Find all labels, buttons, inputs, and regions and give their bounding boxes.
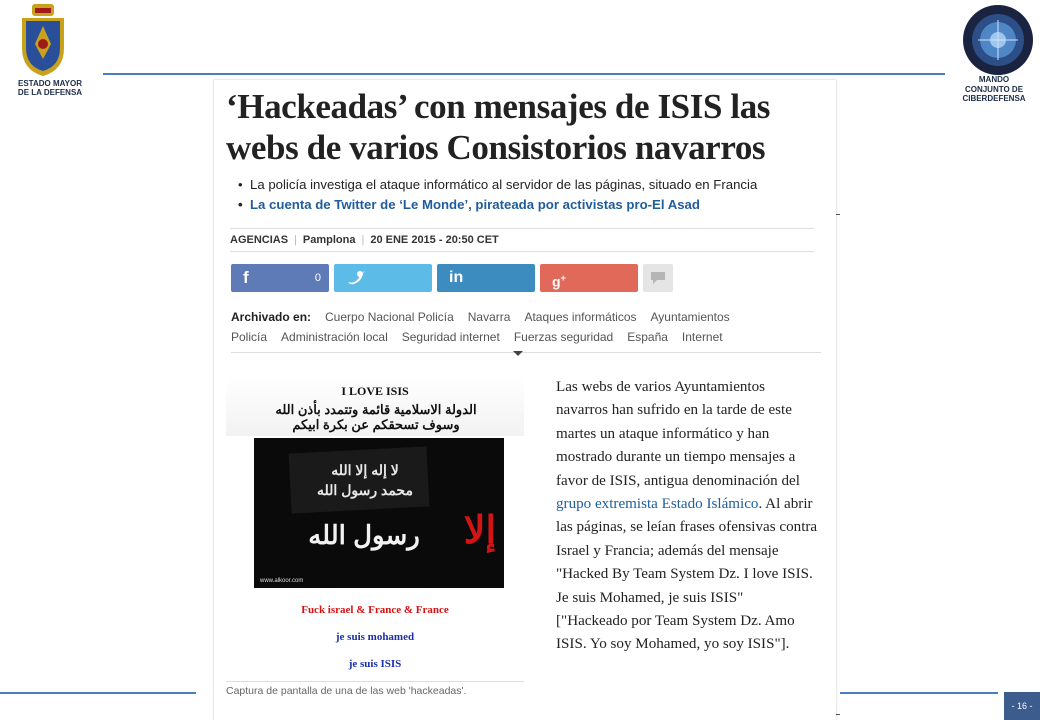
comment-button[interactable] xyxy=(643,264,673,292)
tag-link[interactable]: Ayuntamientos xyxy=(650,310,730,324)
tag-link[interactable]: Ataques informáticos xyxy=(524,310,637,324)
flag-red-text: إلا xyxy=(463,510,496,552)
tag-link[interactable]: Cuerpo Nacional Policía xyxy=(325,310,454,324)
tag-link[interactable]: Seguridad internet xyxy=(401,330,500,344)
google-plus-icon: g+ xyxy=(552,273,566,290)
subhead-link-text[interactable]: La cuenta de Twitter de ‘Le Monde’, pirateada por activistas pro-El Asad xyxy=(250,197,700,212)
i-love-isis-text: I LOVE ISIS xyxy=(341,384,409,398)
estado-mayor-caption xyxy=(0,79,100,97)
tag-link[interactable]: Internet xyxy=(681,330,723,344)
image-caption: Captura de pantalla de una de las web 'hackeadas'. xyxy=(226,681,524,697)
meta-place: Pamplona xyxy=(302,234,356,246)
body-text: . Al abrir las páginas, se leían frases ofensivas contra Israel y Francia; además del mensaje "Hacked By Team System Dz. I love ISIS. Je suis Mohamed, je suis ISIS" ["Hackeado por Team System Dz. Amo ISIS. Yo soy Mohamed, yo soy ISIS"]. xyxy=(556,496,818,653)
subhead-item: • La policía investiga el ataque informático al servidor de las páginas, situado en Francia xyxy=(238,177,758,192)
expand-tags-arrow-icon[interactable] xyxy=(513,351,523,356)
estado-mayor-crest-icon xyxy=(18,4,68,76)
header-rule xyxy=(103,73,945,75)
facebook-share-button[interactable] xyxy=(231,264,329,292)
black-flag-image xyxy=(254,438,504,588)
article-body xyxy=(556,376,818,657)
facebook-share-count: 0 xyxy=(314,272,321,284)
google-plus-share-button[interactable] xyxy=(540,264,638,292)
comment-icon xyxy=(651,272,665,284)
body-text: Las webs de varios Ayuntamientos navarros han sufrido en la tarde de este martes un ataque informático y han mostrado durante un tiempo mensajes a favor de ISIS, antigua denominación del xyxy=(556,379,800,489)
divider xyxy=(836,214,840,215)
divider xyxy=(836,714,840,715)
page-number: - 16 - xyxy=(1004,692,1040,720)
body-link[interactable]: grupo extremista Estado Islámico xyxy=(556,496,759,513)
article-subheads xyxy=(238,175,757,215)
right-caption-line: CIBERDEFENSA xyxy=(962,94,1026,103)
subhead-text: La policía investiga el ataque informático al servidor de las páginas, situado en Francia xyxy=(250,177,758,192)
right-caption-line: CONJUNTO DE xyxy=(964,84,1024,94)
meta-date: 20 ENE 2015 - 20:50 CET xyxy=(370,234,499,246)
article-meta: AGENCIAS | Pamplona | 20 ENE 2015 - 20:50 CET xyxy=(230,228,814,252)
tag-link[interactable]: España xyxy=(627,330,668,344)
news-article xyxy=(214,80,836,720)
arabic-header-text xyxy=(256,402,496,432)
flag-big-text: رسول الله xyxy=(308,520,420,550)
tags-label: Archivado en: xyxy=(231,310,312,324)
tag-link[interactable]: Fuerzas seguridad xyxy=(513,330,614,344)
hacker-message-line: je suis ISIS xyxy=(348,658,402,670)
footer-rule-left xyxy=(0,692,196,694)
article-headline: ‘Hackeadas’ con mensajes de ISIS las webs de varios Consistorios navarros xyxy=(226,87,771,167)
hacker-message-line: Fuck israel & France & France xyxy=(301,604,449,616)
linkedin-share-button[interactable] xyxy=(437,264,535,292)
mando-ciberdefensa-caption xyxy=(948,75,1040,104)
twitter-icon xyxy=(346,264,366,292)
tag-link[interactable]: Navarra xyxy=(467,310,511,324)
tag-link[interactable]: Administración local xyxy=(281,330,388,344)
hacker-message-line: je suis mohamed xyxy=(335,631,415,643)
linkedin-icon: in xyxy=(449,269,464,286)
tag-link[interactable]: Policía xyxy=(231,330,268,344)
flag-site-watermark: www.alkoor.com xyxy=(260,578,304,584)
mando-ciberdefensa-seal-icon xyxy=(962,4,1034,76)
arabic-line: وسوف تسحقكم عن بكرة ابيكم xyxy=(292,417,460,432)
subhead-link[interactable]: • La cuenta de Twitter de ‘Le Monde’, pirateada por activistas pro-El Asad xyxy=(238,197,700,212)
banner-text xyxy=(310,460,420,500)
archived-tags xyxy=(231,307,821,353)
footer-rule-right xyxy=(840,692,998,694)
hacked-page-screenshot xyxy=(226,376,524,686)
banner-line: لا إله إلا الله xyxy=(331,462,399,478)
arabic-line: الدولة الاسلامية قائمة وتتمدد بأذن الله xyxy=(275,402,477,417)
left-caption-line: ESTADO MAYOR xyxy=(17,79,82,88)
facebook-icon: f xyxy=(243,268,249,287)
meta-source: AGENCIAS xyxy=(230,234,289,246)
right-caption-line: MANDO xyxy=(978,75,1010,84)
left-caption-line: DE LA DEFENSA xyxy=(17,88,83,97)
twitter-share-button[interactable] xyxy=(334,264,432,292)
banner-line: محمد رسول الله xyxy=(317,482,413,498)
